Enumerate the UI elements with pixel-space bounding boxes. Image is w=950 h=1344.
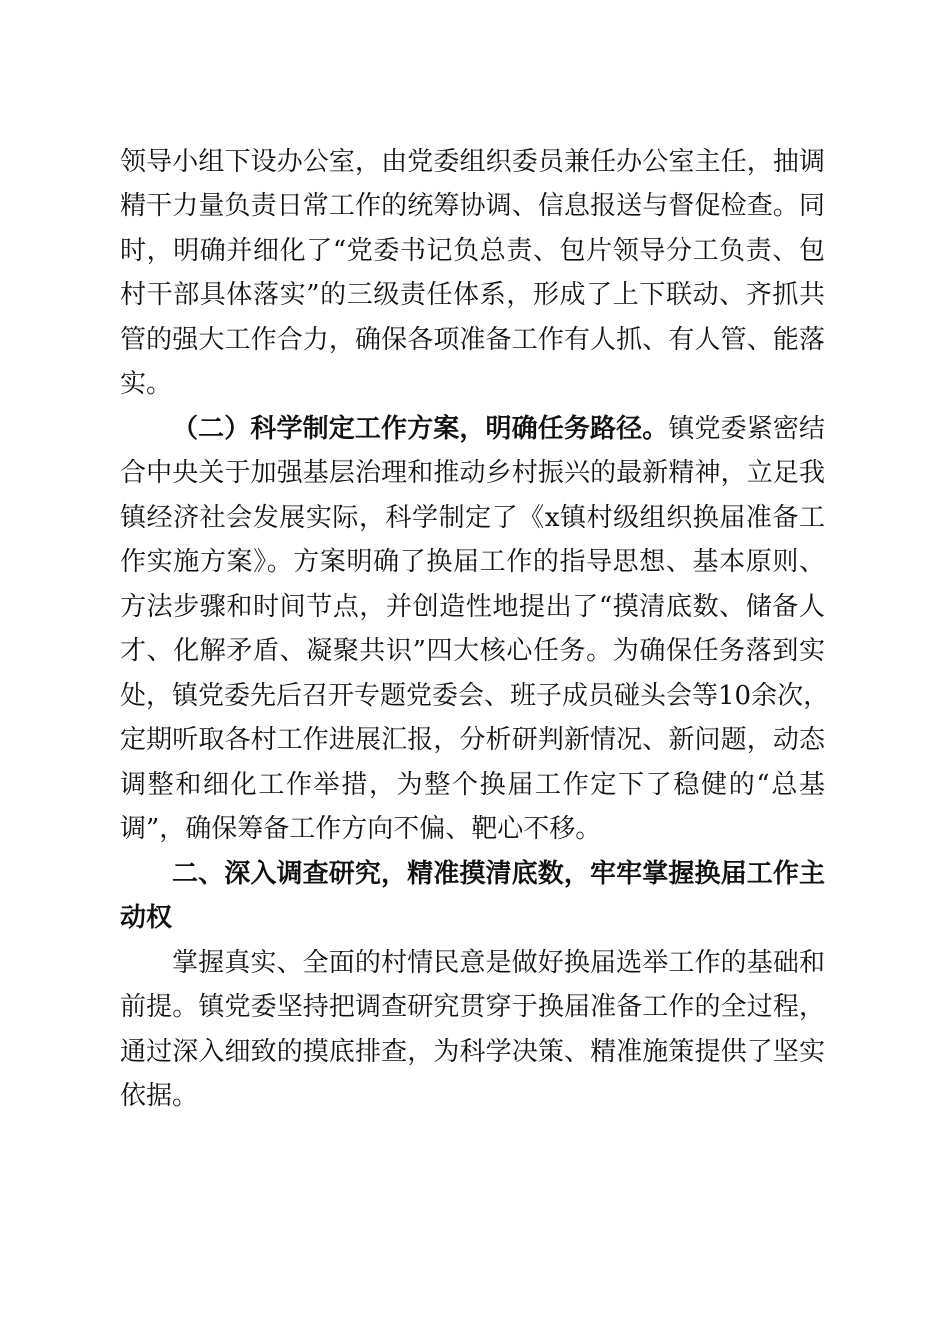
- body-line: 依据。: [120, 1081, 199, 1111]
- body-line: 才、化解矛盾、凝聚共识”四大核心任务。为确保任务落到实: [120, 636, 825, 666]
- body-line: 领导小组下设办公室，由党委组织委员兼任办公室主任，抽调: [120, 147, 825, 177]
- body-line: 掌握真实、全面的村情民意是做好换届选举工作的基础和: [172, 948, 825, 978]
- body-line: 定期听取各村工作进展汇报，分析研判新情况、新问题，动态: [120, 725, 825, 755]
- section-heading: 动权: [120, 903, 173, 933]
- body-line: 方法步骤和时间节点，并创造性地提出了“摸清底数、储备人: [120, 592, 825, 622]
- body-line: 调整和细化工作举措，为整个换届工作定下了稳健的“总基: [120, 770, 825, 800]
- body-line: 通过深入细致的摸底排查，为科学决策、精准施策提供了坚实: [120, 1037, 825, 1067]
- body-line: 村干部具体落实”的三级责任体系，形成了上下联动、齐抓共: [120, 280, 825, 310]
- body-line: 调”，确保筹备工作方向不偏、靶心不移。: [120, 814, 602, 844]
- section-heading: 二、深入调查研究，精准摸清底数，牢牢掌握换届工作主: [172, 859, 825, 889]
- body-line: 实。: [120, 369, 173, 399]
- body-line: 精干力量负责日常工作的统筹协调、信息报送与督促检查。同: [120, 191, 825, 221]
- body-line: 前提。镇党委坚持把调查研究贯穿于换届准备工作的全过程，: [120, 992, 825, 1022]
- body-line: 处，镇党委先后召开专题党委会、班子成员碰头会等10余次，: [120, 681, 830, 711]
- body-line: 管的强大工作合力，确保各项准备工作有人抓、有人管、能落: [120, 325, 825, 355]
- body-line: 合中央关于加强基层治理和推动乡村振兴的最新精神，立足我: [120, 458, 825, 488]
- subsection-heading: （二）科学制定工作方案，明确任务路径。: [172, 414, 669, 444]
- body-line: 时，明确并细化了“党委书记负总责、包片领导分工负责、包: [120, 236, 825, 266]
- body-line: 作实施方案》。方案明确了换届工作的指导思想、基本原则、: [120, 547, 825, 577]
- body-line: 镇经济社会发展实际，科学制定了《x镇村级组织换届准备工: [120, 503, 825, 533]
- subsection-text: 镇党委紧密结: [668, 414, 825, 444]
- subsection-line: [172, 407, 825, 451]
